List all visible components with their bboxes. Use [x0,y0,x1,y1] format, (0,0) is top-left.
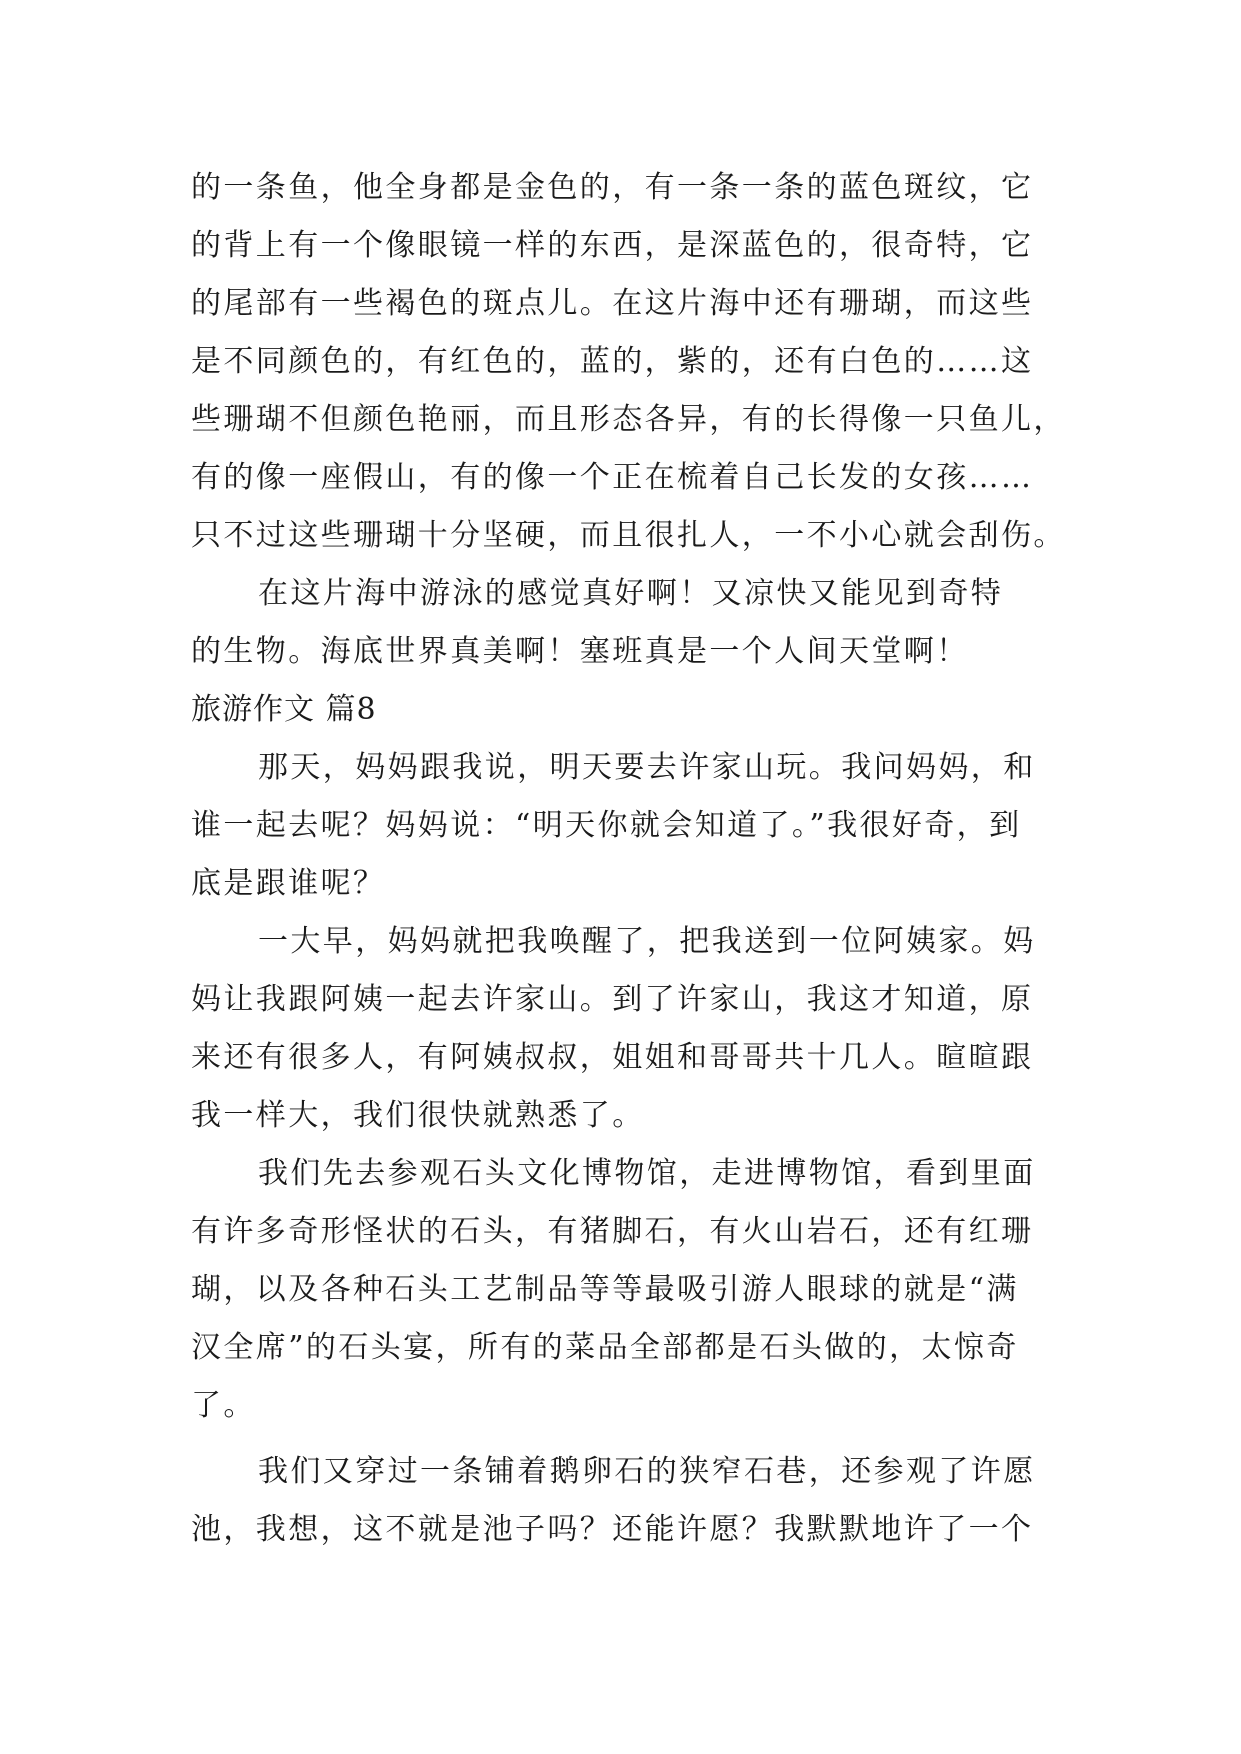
text-line: 瑚，以及各种石头工艺制品等等最吸引游人眼球的就是“满 [191,1272,1019,1307]
text-line: 底是跟谁呢？ [191,866,386,901]
text-line: 些珊瑚不但颜色艳丽，而且形态各异，有的长得像一只鱼儿， [191,402,1066,437]
paragraph-start-line: 我们又穿过一条铺着鹅卵石的狭窄石巷，还参观了许愿 [258,1454,1036,1489]
text-line: 了。 [191,1388,256,1423]
text-line: 的生物。海底世界真美啊！塞班真是一个人间天堂啊！ [191,634,969,669]
text-line: 来还有很多人，有阿姨叔叔，姐姐和哥哥共十几人。暄暄跟 [191,1040,1034,1075]
paragraph-start-line: 那天，妈妈跟我说，明天要去许家山玩。我问妈妈，和 [258,750,1036,785]
section-heading: 旅游作文 篇8 [191,692,377,727]
paragraph-start-line: 一大早，妈妈就把我唤醒了，把我送到一位阿姨家。妈 [258,924,1036,959]
text-line: 池，我想，这不就是池子吗？还能许愿？我默默地许了一个 [191,1512,1034,1547]
text-line: 谁一起去呢？妈妈说：“明天你就会知道了。”我很好奇，到 [191,808,1022,843]
text-line: 妈让我跟阿姨一起去许家山。到了许家山，我这才知道，原 [191,982,1034,1017]
text-line: 的一条鱼，他全身都是金色的，有一条一条的蓝色斑纹，它 [191,170,1034,205]
paragraph-start-line: 在这片海中游泳的感觉真好啊！又凉快又能见到奇特 [258,576,1004,611]
text-line: 的尾部有一些褐色的斑点儿。在这片海中还有珊瑚，而这些 [191,286,1034,321]
text-line: 只不过这些珊瑚十分坚硬，而且很扎人，一不小心就会刮伤。 [191,518,1066,553]
text-line: 有许多奇形怪状的石头，有猪脚石，有火山岩石，还有红珊 [191,1214,1034,1249]
text-line: 的背上有一个像眼镜一样的东西，是深蓝色的，很奇特，它 [191,228,1034,263]
text-line: 我一样大，我们很快就熟悉了。 [191,1098,645,1133]
text-line: 汉全席”的石头宴，所有的菜品全部都是石头做的，太惊奇 [191,1330,1019,1365]
paragraph-start-line: 我们先去参观石头文化博物馆，走进博物馆，看到里面 [258,1156,1036,1191]
text-line: 是不同颜色的，有红色的，蓝的，紫的，还有白色的……这 [191,344,1034,379]
text-line: 有的像一座假山，有的像一个正在梳着自己长发的女孩…… [191,460,1034,495]
